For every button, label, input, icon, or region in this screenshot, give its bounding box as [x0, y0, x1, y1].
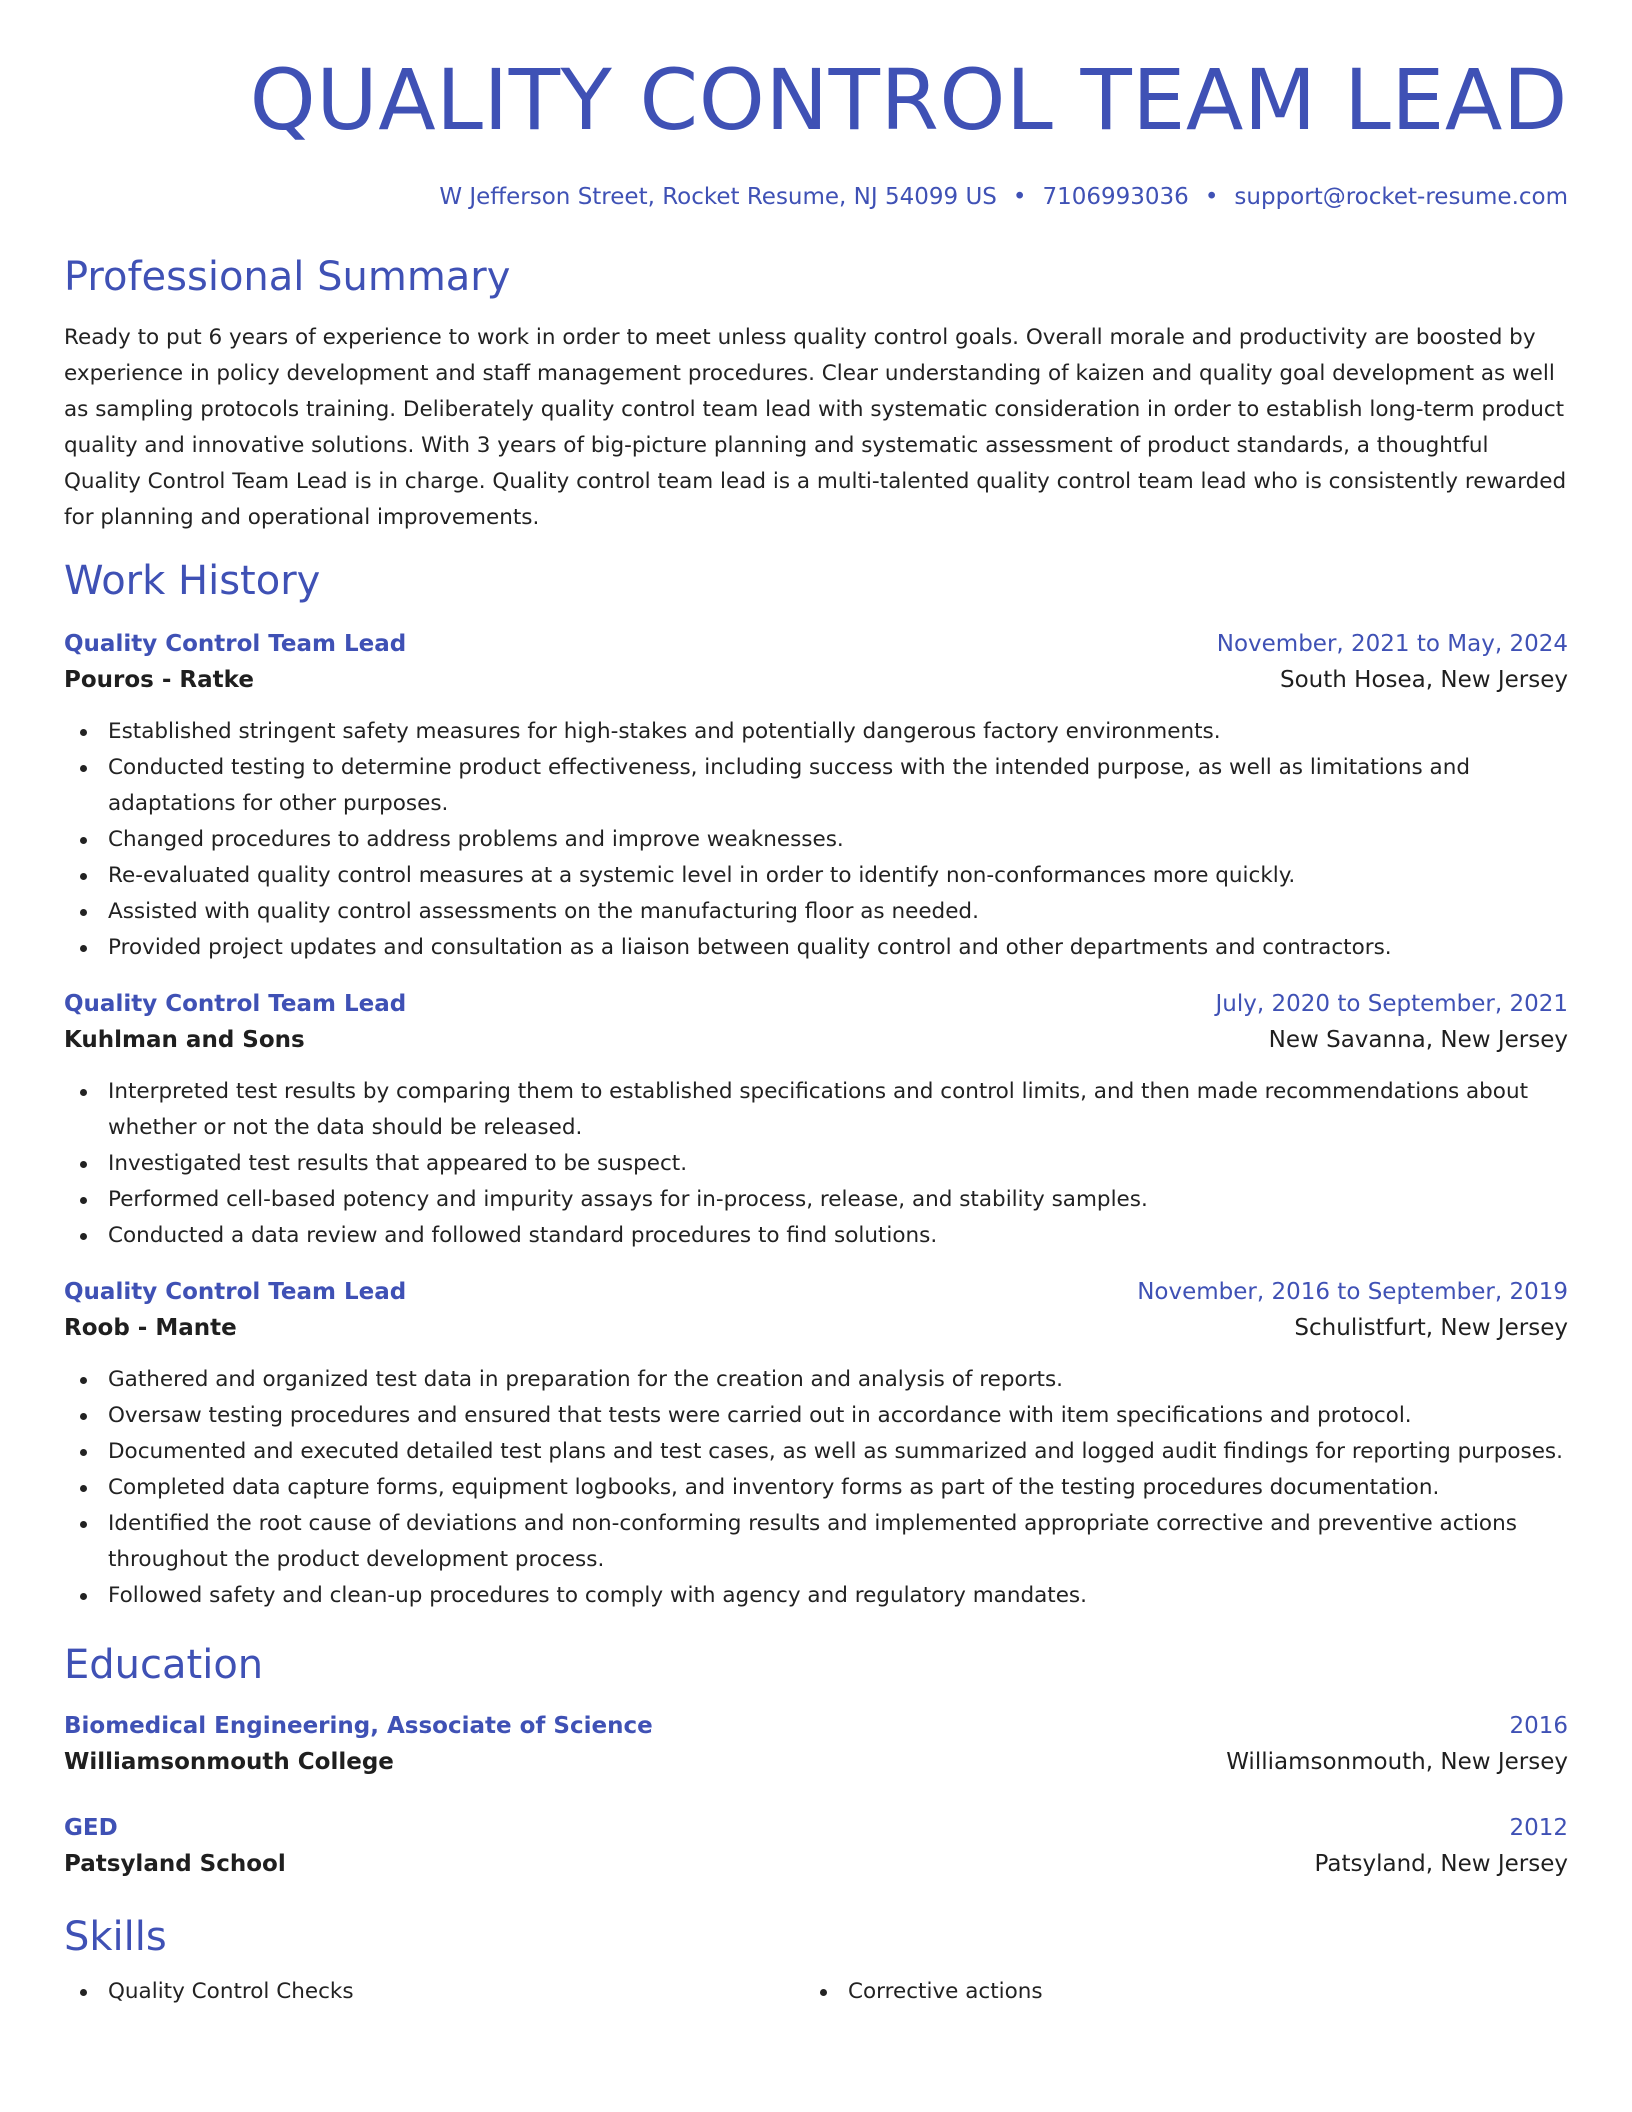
job-location: New Savanna, New Jersey: [1268, 1027, 1568, 1053]
job-bullet: Investigated test results that appeared to be suspect.: [64, 1146, 1568, 1182]
education-year: 2016: [1509, 1713, 1568, 1739]
education-year: 2012: [1509, 1815, 1568, 1841]
skills-column-right: [804, 1974, 1544, 2010]
job-dates: November, 2021 to May, 2024: [1216, 631, 1568, 657]
job-location: South Hosea, New Jersey: [1280, 667, 1568, 693]
job-bullet: Followed safety and clean-up procedures to comply with agency and regulatory mandates.: [64, 1578, 1568, 1614]
education-entry: [64, 1810, 1568, 1882]
job-bullets: [64, 1362, 1568, 1614]
job-title: Quality Control Team Lead: [64, 631, 407, 657]
job-entry: [64, 626, 1568, 966]
job-bullet: Performed cell-based potency and impurity assays for in-process, release, and stability samples.: [64, 1182, 1568, 1218]
summary-text: Ready to put 6 years of experience to work in order to meet unless quality control goals. Overall morale and productivity are boosted by experience in policy development and staff management procedures. Clear understanding of kaizen and quality goal development as well as sampling protocols training. Deliberately quality control team lead with systematic consideration in order to establish long-term product quality and innovative solutions. With 3 years of big-picture planning and systematic assessment of product standards, a thoughtful Quality Control Team Lead is in charge. Quality control team lead is a multi-talented quality control team lead who is consistently rewarded for planning and operational improvements.: [64, 325, 1567, 530]
skill-item: Quality Control Checks: [64, 1974, 804, 2010]
job-bullet: Gathered and organized test data in preparation for the creation and analysis of reports.: [64, 1362, 1568, 1398]
job-bullet: Established stringent safety measures for high-stakes and potentially dangerous factory environments.: [64, 714, 1568, 750]
job-bullet: Changed procedures to address problems and improve weaknesses.: [64, 822, 1568, 858]
job-bullet: Re-evaluated quality control measures at a systemic level in order to identify non-conformances more quickly.: [64, 858, 1568, 894]
job-bullet: Conducted testing to determine product effectiveness, including success with the intended purpose, as well as limitations and adaptations for other purposes.: [64, 750, 1568, 822]
job-company: Pouros - Ratke: [64, 667, 254, 693]
job-title: Quality Control Team Lead: [64, 991, 407, 1017]
skills-heading: Skills: [64, 1914, 167, 1960]
education-school: Patsyland School: [64, 1851, 286, 1877]
contact-phone: 7106993036: [1042, 184, 1189, 210]
education-degree: GED: [64, 1815, 118, 1841]
education-entry: [64, 1708, 1568, 1780]
contact-separator: •: [1012, 184, 1027, 210]
contact-separator: •: [1204, 184, 1219, 210]
contact-line: [64, 182, 1568, 212]
job-bullet: Interpreted test results by comparing them to established specifications and control limits, and then made recommendations about whether or not the data should be released.: [64, 1074, 1568, 1146]
job-bullet: Identified the root cause of deviations and non-conforming results and implemented appropriate corrective and preventive actions throughout the product development process.: [64, 1506, 1568, 1578]
education-degree: Biomedical Engineering, Associate of Science: [64, 1713, 653, 1739]
job-bullets: [64, 714, 1568, 966]
skills-column-left: [64, 1974, 804, 2010]
job-bullet: Documented and executed detailed test plans and test cases, as well as summarized and logged audit findings for reporting purposes.: [64, 1434, 1568, 1470]
resume-name: QUALITY CONTROL TEAM LEAD: [249, 51, 1568, 149]
skill-item: Corrective actions: [804, 1974, 1544, 2010]
job-bullet: Conducted a data review and followed standard procedures to find solutions.: [64, 1218, 1568, 1254]
job-dates: July, 2020 to September, 2021: [1215, 991, 1568, 1017]
contact-address: W Jefferson Street, Rocket Resume, NJ 54099 US: [439, 184, 997, 210]
education-school: Williamsonmouth College: [64, 1749, 394, 1775]
job-bullet: Assisted with quality control assessments on the manufacturing floor as needed.: [64, 894, 1568, 930]
job-title: Quality Control Team Lead: [64, 1279, 407, 1305]
contact-email: support@rocket-resume.com: [1234, 184, 1568, 210]
job-dates: November, 2016 to September, 2019: [1137, 1279, 1568, 1305]
skills-list: [64, 1974, 1568, 2010]
job-company: Roob - Mante: [64, 1315, 237, 1341]
job-company: Kuhlman and Sons: [64, 1027, 305, 1053]
job-entry: [64, 1274, 1568, 1614]
summary-heading: Professional Summary: [64, 254, 511, 300]
resume-header: [64, 0, 1568, 212]
job-location: Schulistfurt, New Jersey: [1294, 1315, 1568, 1341]
education-location: Williamsonmouth, New Jersey: [1226, 1749, 1568, 1775]
education-location: Patsyland, New Jersey: [1314, 1851, 1568, 1877]
job-bullet: Provided project updates and consultation as a liaison between quality control and other departments and contractors.: [64, 930, 1568, 966]
education-heading: Education: [64, 1642, 264, 1688]
job-bullet: Completed data capture forms, equipment logbooks, and inventory forms as part of the testing procedures documentation.: [64, 1470, 1568, 1506]
work-history-heading: Work History: [64, 558, 321, 604]
job-bullets: [64, 1074, 1568, 1254]
job-entry: [64, 986, 1568, 1254]
job-bullet: Oversaw testing procedures and ensured that tests were carried out in accordance with item specifications and protocol.: [64, 1398, 1568, 1434]
